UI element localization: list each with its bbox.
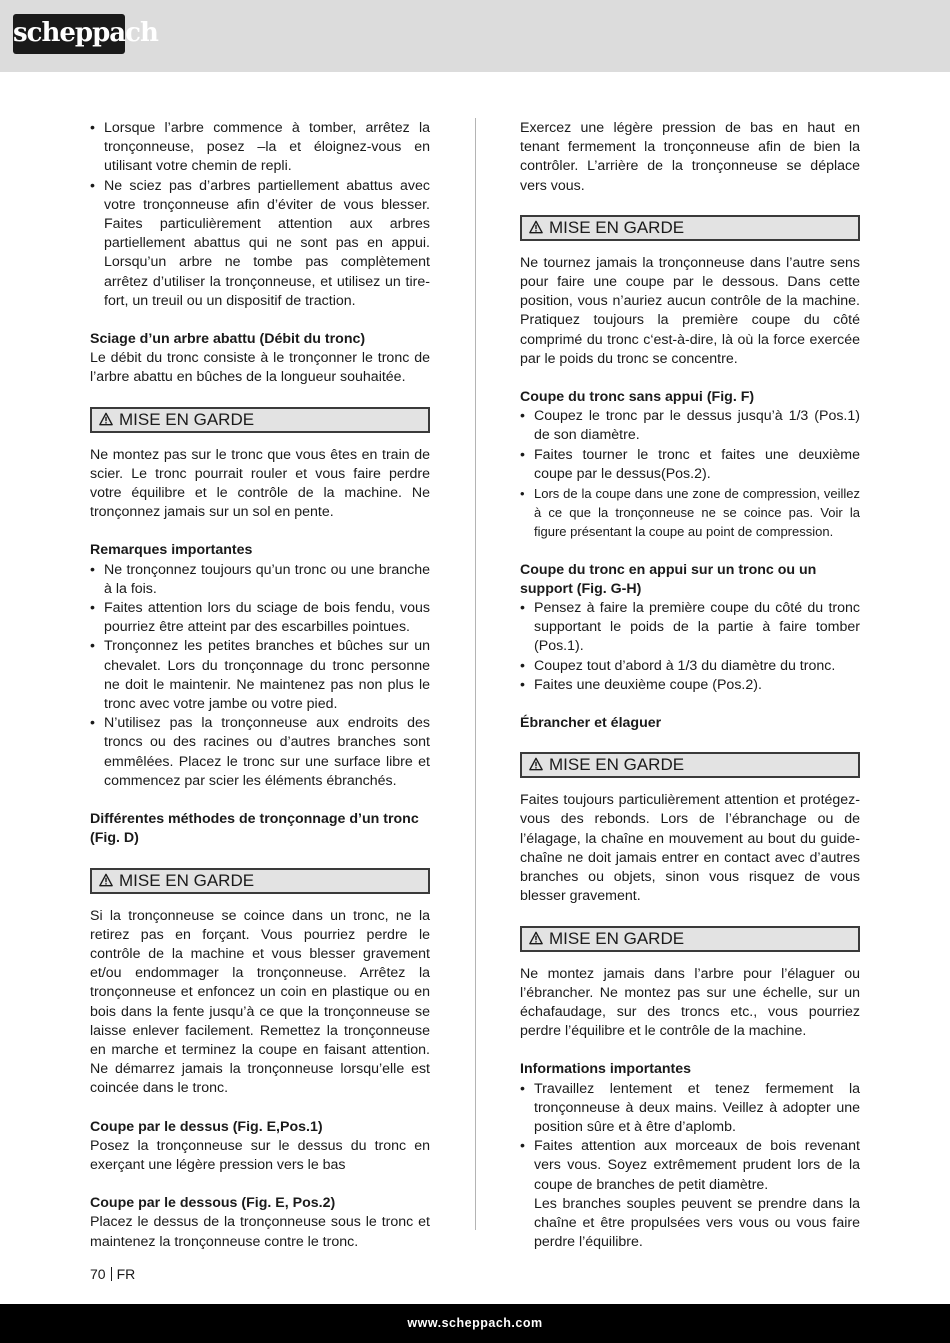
list-item: • Coupez tout d’abord à 1/3 du diamètre du tronc. bbox=[520, 657, 860, 676]
sciage-heading: Sciage d’un arbre abattu (Débit du tronc) bbox=[90, 331, 366, 348]
warning-box bbox=[520, 926, 860, 952]
footer-bar bbox=[0, 1304, 950, 1343]
warning-box bbox=[520, 215, 860, 241]
list-item: • Ne sciez pas d’arbres partiellement abattus avec votre tronçonneuse afin d’éviter de vous blesser. Faites particulièrement attention aux arbres partiellement abattus qui ne sont pas en appui. Lorsqu’un arbre ne tombe pas complètement arrêtez d’utiliser la tronçonneuse, et utilisez un tire-fort, un treuil ou un dispositif de traction. bbox=[90, 177, 430, 311]
infos-extra-text: Les branches souples peuvent se prendre dans la chaîne et être propulsées vers vous ou vous faire perdre l’équilibre. bbox=[534, 1195, 860, 1251]
infos-heading: Informations importantes bbox=[520, 1061, 692, 1078]
list-item: • Coupez le tronc par le dessus jusqu’à 1/3 (Pos.1) de son diamètre. bbox=[520, 407, 860, 445]
dessus-text: Posez la tronçonneuse sur le dessus du tronc en exerçant une légère pression vers le bas bbox=[90, 1137, 430, 1173]
right-column bbox=[520, 119, 860, 1252]
scheppach-logo: scheppach bbox=[13, 14, 125, 54]
list-item: • Travaillez lentement et tenez fermement la tronçonneuse à deux mains. Veillez à adopter une position sûre et à être d’aplomb. bbox=[520, 1080, 860, 1138]
sciage-text: Le débit du tronc consiste à le tronçonner le tronc de l’arbre abattu en bûches de la longueur souhaitée. bbox=[90, 350, 430, 386]
sans-appui-heading: Coupe du tronc sans appui (Fig. F) bbox=[520, 389, 755, 406]
website-link[interactable]: www.scheppach.com bbox=[407, 1316, 543, 1330]
warning-label: MISE EN GARDE bbox=[549, 217, 685, 237]
warning-text: Faites toujours particulièrement attention et protégez-vous des rebonds. Lors de l’ébranchage ou de l’élagage, la chaîne en mouvement au bout du guide-chaîne ne doit jamais entrer en contact avec d’autres branches ou objets, sinon vous risquez de vous blesser gravement. bbox=[520, 792, 860, 905]
warning-label: MISE EN GARDE bbox=[119, 870, 255, 890]
warning-box bbox=[520, 752, 860, 778]
dessous-text: Placez le dessus de la tronçonneuse sous le tronc et maintenez la tronçonneuse contre le tronc. bbox=[90, 1214, 430, 1250]
footer-separator bbox=[111, 1267, 112, 1281]
list-item: • Lorsque l’arbre commence à tomber, arrêtez la tronçonneuse, posez –la et éloignez-vous en utilisant votre chemin de repli. bbox=[90, 119, 430, 177]
ebrancher-heading: Ébrancher et élaguer bbox=[520, 715, 662, 732]
page-footer bbox=[90, 1265, 135, 1283]
list-item: • Tronçonnez les petites branches et bûches sur un chevalet. Lors du tronçonnage du tronc personne ne doit le maintenir. Ne maintenez pas non plus le tronc avec votre jambe ou votre pied. bbox=[90, 637, 430, 714]
warning-text: Ne montez pas sur le tronc que vous êtes en train de scier. Le tronc pourrait rouler et vous faire perdre votre équilibre et le contrôle de la machine. Ne tronçonnez jamais sur un sol en pente. bbox=[90, 446, 430, 521]
remarques-bullet-list bbox=[90, 561, 430, 791]
warning-box bbox=[90, 407, 430, 433]
dessous-heading: Coupe par le dessous (Fig. E, Pos.2) bbox=[90, 1195, 336, 1212]
intro-text: Exercez une légère pression de bas en haut en tenant fermement la tronçonneuse afin de bien la contrôler. L’arrière de la tronçonneuse se déplace vers vous. bbox=[520, 120, 860, 194]
warning-text: Ne tournez jamais la tronçonneuse dans l’autre sens pour faire une coupe par le dessous. Dans cette position, vous n’auriez aucun contrôle de la machine. Pratiquez toujours la première coupe du côté comprimé du tronc c‘est-à-dire, là où la force exercée par le poids du tronc se concentre. bbox=[520, 254, 860, 367]
sans-appui-bullet-list bbox=[520, 407, 860, 541]
list-item: • Faites une deuxième coupe (Pos.2). bbox=[520, 676, 860, 695]
list-item: • Lors de la coupe dans une zone de compression, veillez à ce que la tronçonneuse ne se coince pas. Voir la figure présentant la coupe au point de compression. bbox=[520, 484, 860, 542]
list-item: • Faites attention aux morceaux de bois revenant vers vous. Soyez extrêmement prudent lors de la coupe de branches de petit diamètre. bbox=[520, 1137, 860, 1195]
remarques-heading: Remarques importantes bbox=[90, 542, 253, 559]
warning-box bbox=[90, 868, 430, 894]
list-item: • N’utilisez pas la tronçonneuse aux endroits des troncs ou des racines ou d’autres branches sont emmêlées. Placez le tronc sur une surface libre et commencez par scier les éléments ébranchés. bbox=[90, 714, 430, 791]
warning-icon bbox=[99, 873, 113, 887]
page-number: 70 bbox=[90, 1266, 106, 1282]
warning-icon bbox=[529, 220, 543, 234]
intro-bullet-list bbox=[90, 119, 430, 311]
list-item: • Ne tronçonnez toujours qu’un tronc ou une branche à la fois. bbox=[90, 561, 430, 599]
en-appui-bullet-list bbox=[520, 599, 860, 695]
en-appui-heading: Coupe du tronc en appui sur un tronc ou un support (Fig. G-H) bbox=[520, 561, 817, 597]
dessus-heading: Coupe par le dessus (Fig. E,Pos.1) bbox=[90, 1118, 323, 1135]
warning-icon bbox=[99, 412, 113, 426]
warning-label: MISE EN GARDE bbox=[119, 409, 255, 429]
left-column bbox=[90, 119, 430, 1252]
list-item: • Pensez à faire la première coupe du côté du tronc supportant le poids de la partie à faire tomber (Pos.1). bbox=[520, 599, 860, 657]
warning-label: MISE EN GARDE bbox=[549, 755, 685, 775]
warning-label: MISE EN GARDE bbox=[549, 928, 685, 948]
warning-text: Ne montez jamais dans l’arbre pour l’élaguer ou l’ébrancher. Ne montez pas sur une échelle, sur un échafaudage, sur des troncs etc., vous pourriez perdre l’équilibre et le contrôle de la machine. bbox=[520, 965, 860, 1040]
warning-text: Si la tronçonneuse se coince dans un tronc, ne la retirez pas en forçant. Vous pourriez perdre le contrôle de la machine et vous blesser gravement et/ou endommager la tronçonneuse. Arrêtez la tronçonneuse et enfoncez un coin en plastique ou en bois dans la fente jusqu’à ce que la tronçonneuse se laisse enlever facilement. Remettez la tronçonneuse en marche et terminez la coupe en faisant attention. Ne démarrez jamais la tronçonneuse lorsqu’elle est coincée dans le tronc. bbox=[90, 907, 430, 1097]
infos-bullet-list bbox=[520, 1080, 860, 1195]
warning-icon bbox=[529, 931, 543, 945]
warning-icon bbox=[529, 757, 543, 771]
methodes-heading: Différentes méthodes de tronçonnage d’un tronc (Fig. D) bbox=[90, 811, 419, 847]
header-bar bbox=[0, 0, 950, 72]
column-divider bbox=[475, 118, 476, 1230]
list-item: • Faites attention lors du sciage de bois fendu, vous pourriez être atteint par des escarbilles pointues. bbox=[90, 599, 430, 637]
list-item: • Faites tourner le tronc et faites une deuxième coupe par le dessus(Pos.2). bbox=[520, 446, 860, 484]
language-code: FR bbox=[116, 1266, 136, 1282]
